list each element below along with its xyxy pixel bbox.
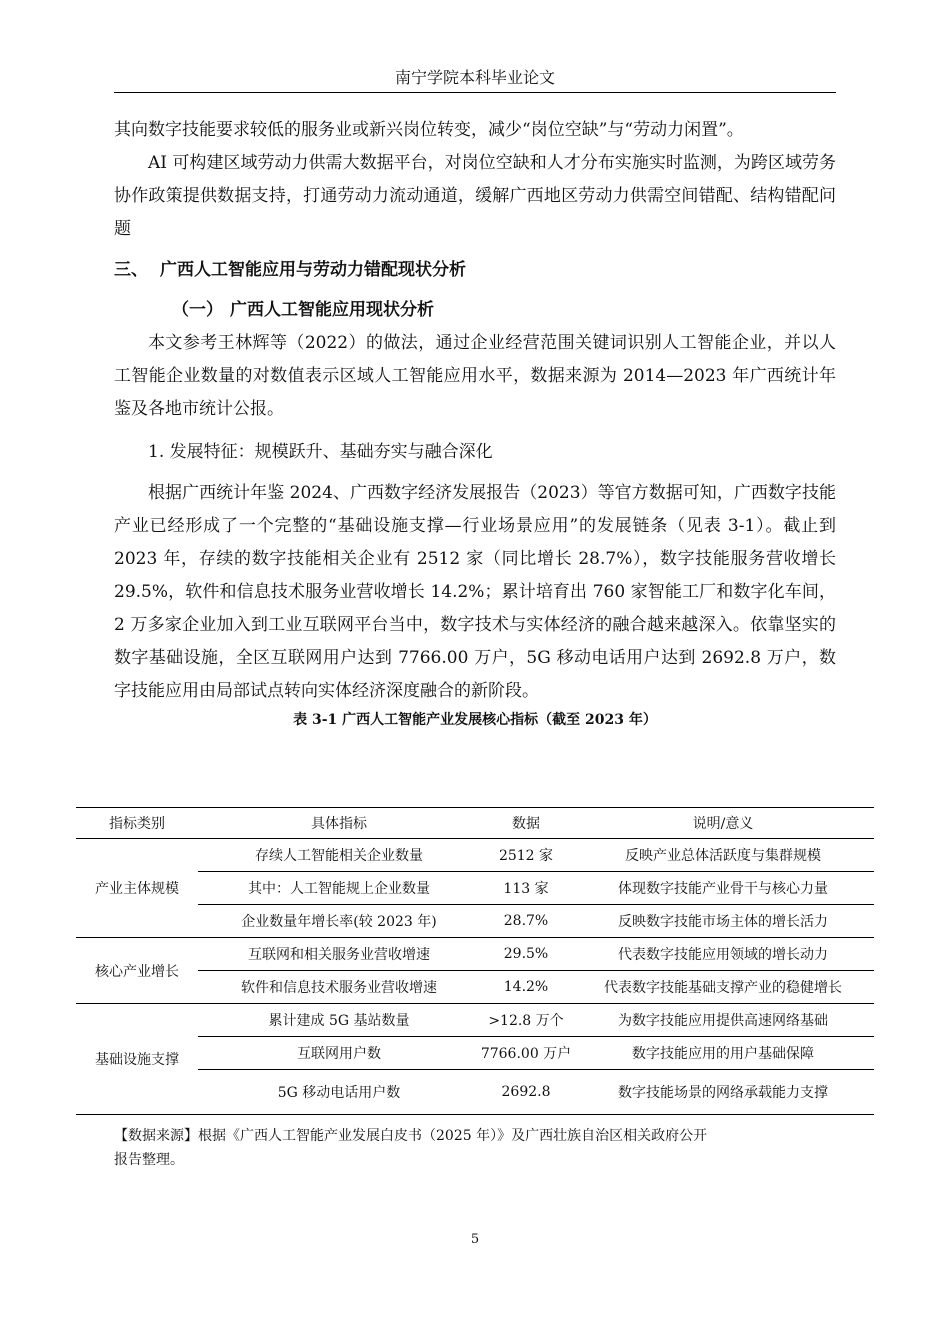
body-content: [114, 114, 836, 730]
table-caption: 表 3-1 广西人工智能产业发展核心指标（截至 2023 年）: [293, 712, 657, 728]
header-meaning: 说明/意义: [572, 808, 874, 839]
indicator-cell: 软件和信息技术服务业营收增速: [241, 980, 437, 996]
category-cell: 产业主体规模: [95, 881, 179, 897]
category-cell: 基础设施支撑: [76, 1004, 198, 1115]
section-heading: [114, 254, 836, 287]
header-indicator: 具体指标: [198, 808, 480, 839]
table-row: [76, 1004, 874, 1037]
value-cell: 14.2%: [503, 979, 549, 995]
meaning-cell: 数字技能应用的用户基础保障: [572, 1037, 874, 1070]
paragraph-ai-platform: AI 可构建区域劳动力供需大数据平台，对岗位空缺和人才分布实施实时监测，为跨区域劳务协作政策提供数据支持，打通劳动力流动通道，缓解广西地区劳动力供需空间错配、结构错配问题: [114, 153, 836, 239]
value-cell: 113 家: [480, 872, 572, 905]
meaning-cell: 代表数字技能基础支撑产业的稳健增长: [604, 980, 842, 996]
section-title: 广西人工智能应用与劳动力错配现状分析: [160, 260, 466, 280]
meaning-cell: 数字技能场景的网络承载能力支撑: [572, 1070, 874, 1115]
indicator-cell: 互联网用户数: [198, 1037, 480, 1070]
value-cell: >12.8 万个: [480, 1004, 572, 1037]
page-header-title: 南宁学院本科毕业论文: [394, 68, 555, 87]
paragraph-continuation: 其向数字技能要求较低的服务业或新兴岗位转变，减少“岗位空缺”与“劳动力闲置”。: [114, 120, 744, 140]
meaning-cell: 为数字技能应用提供高速网络基础: [572, 1004, 874, 1037]
indicator-cell: 5G 移动电话用户数: [198, 1070, 480, 1115]
indicator-cell: 其中：人工智能规上企业数量: [198, 872, 480, 905]
meaning-cell: 反映产业总体活跃度与集群规模: [572, 839, 874, 872]
indicator-cell: 累计建成 5G 基站数量: [198, 1004, 480, 1037]
value-cell: 2692.8: [480, 1070, 572, 1115]
header-category: 指标类别: [76, 808, 198, 839]
header-value: 数据: [480, 808, 572, 839]
source-line: 报告整理。: [114, 1152, 184, 1168]
indicator-cell: 互联网和相关服务业营收增速: [198, 938, 480, 971]
section-number: 三、: [114, 260, 148, 280]
value-cell: 7766.00 万户: [480, 1037, 572, 1070]
source-line: 【数据来源】根据《广西人工智能产业发展白皮书（2025 年）》及广西壮族自治区相关政府公开: [114, 1128, 708, 1144]
table-row: [76, 938, 874, 971]
value-cell: 2512 家: [480, 839, 572, 872]
table-header-row: [76, 808, 874, 839]
header-rule: [114, 92, 836, 93]
category-cell: 核心产业增长: [76, 938, 198, 1004]
table-row: [76, 839, 874, 872]
indicator-cell: 存续人工智能相关企业数量: [198, 839, 480, 872]
indicators-table: [76, 807, 874, 1115]
indicator-cell: 企业数量年增长率(较 2023 年): [241, 914, 437, 930]
value-cell: 29.5%: [480, 938, 572, 971]
paragraph-method: 本文参考王林辉等（2022）的做法，通过企业经营范围关键词识别人工智能企业，并以人工智能企业数量的对数值表示区域人工智能应用水平，数据来源为 2014—2023 年广西统计年鉴及各地市统计公报。: [114, 333, 836, 419]
paragraph-development: 根据广西统计年鉴 2024、广西数字经济发展报告（2023）等官方数据可知，广西数字技能产业已经形成了一个完整的“基础设施支撑—行业场景应用”的发展链条（见表 3-1）。截止到 2023 年，存续的数字技能相关企业有 2512 家（同比增长 28.7%），数字技能服务营收增长 29.5%，软件和信息技术服务业营收增长 14.2%；累计培育出 760 家智能工厂和数字化车间，2 万多家企业加入到工业互联网平台当中，数字技术与实体经济的融合越来越深入。依靠坚实的数字基础设施，全区互联网用户达到 7766.00 万户，5G 移动电话用户达到 2692.8 万户，数字技能应用由局部试点转向实体经济深度融合的新阶段。: [114, 483, 836, 701]
subsection-heading: [114, 294, 836, 327]
page-number: 5: [470, 1232, 480, 1247]
meaning-cell: 体现数字技能产业骨干与核心力量: [572, 872, 874, 905]
table-source-note: [114, 1124, 836, 1172]
value-cell: 28.7%: [503, 913, 549, 929]
subsection-number: （一）: [172, 300, 223, 320]
subsection-title: 广西人工智能应用现状分析: [230, 300, 434, 320]
subsubsection-heading: 1. 发展特征：规模跃升、基础夯实与融合深化: [148, 442, 493, 462]
meaning-cell: 反映数字技能市场主体的增长活力: [618, 914, 828, 930]
meaning-cell: 代表数字技能应用领域的增长动力: [572, 938, 874, 971]
